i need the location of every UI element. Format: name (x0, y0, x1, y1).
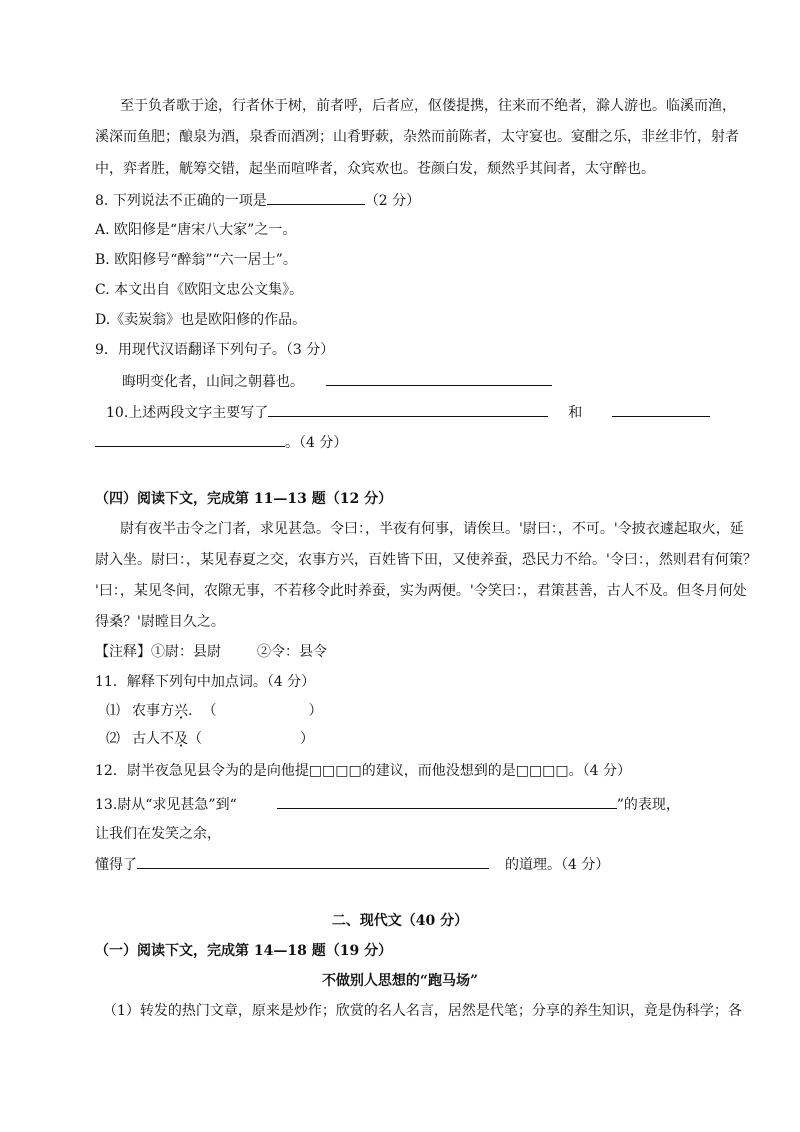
annotation-label: 【注释】 (95, 644, 151, 660)
passage-line-3: 中，弈者胜，觥筹交错，起坐而喧哗者，众宾欢也。苍颜白发，颓然乎其间者，太守醉也。 (95, 161, 655, 177)
open-paren: （ (202, 703, 217, 719)
answer-blank[interactable] (137, 854, 489, 869)
question-13-suffix: 的道理。（4 分） (505, 857, 610, 873)
question-13-tail: ”的表现， (616, 797, 680, 813)
answer-blank[interactable] (267, 190, 365, 205)
answer-blank[interactable] (277, 794, 617, 809)
question-13-row-2: 让我们在发笑之余， (95, 826, 221, 842)
option-a: A. 欧阳修是“唐宋八大家”之一。 (95, 222, 297, 238)
answer-blank[interactable] (326, 371, 552, 386)
question-13-row-3 (95, 854, 609, 874)
question-10-score: 。（4 分） (285, 435, 348, 451)
question-11-item-1 (106, 702, 322, 720)
item-text: 农事方 (132, 703, 174, 719)
passage-line-2: 溪深而鱼肥；酿泉为酒，泉香而酒冽；山肴野蔌，杂然而前陈者，太守宴也。宴酣之乐，非丝非竹，射者 (95, 129, 739, 145)
question-9-stem: 9．用现代汉语翻译下列句子。（3 分） (95, 342, 335, 358)
question-10-stem: 10.上述两段文字主要写了 (106, 405, 269, 421)
item-text: 古人不 (132, 731, 174, 747)
question-9-sentence: 晦明变化者，山间之朝暮也。 (122, 374, 304, 390)
question-12: 12．尉半夜急见县令为的是向他提□□□□的建议，而他没想到的是□□□□。（4 分） (95, 763, 631, 779)
section-4-para-line-2: 尉入坐。尉曰：，某见春夏之交，农事方兴，百姓皆下田，又使养蚕，恐民力不给。'令曰：，然则君有何策？ (95, 552, 757, 568)
section-4-para-line-3: '曰：，某见冬间，农隙无事，不若移令此时养蚕，实为两便。'令笑曰：，君策甚善，古人不及。但冬月何处 (95, 583, 747, 599)
close-paren: ） (300, 731, 314, 747)
option-d: D.《卖炭翁》也是欧阳修的作品。 (95, 312, 307, 328)
question-8-stem: 8. 下列说法不正确的一项是 (95, 193, 267, 209)
item-number: ⑴ (106, 703, 120, 719)
question-9-sentence-row (122, 371, 552, 391)
option-b: B. 欧阳修号“醉翁”“六一居士”。 (95, 252, 297, 268)
question-10-row-2 (95, 432, 347, 452)
answer-blank[interactable] (268, 402, 548, 417)
dotted-word: 及 (174, 731, 188, 747)
question-11-stem: 11．解释下列句中加点词。（4 分） (95, 674, 316, 690)
option-c: C. 本文出自《欧阳文忠公文集》。 (95, 282, 304, 298)
passage-line-1: 至于负者歌于途，行者休于树，前者呼，后者应，伛偻提携，往来而不绝者，滁人游也。临溪而渔， (120, 98, 736, 114)
annotation-1: ①尉：县尉 (151, 644, 221, 660)
question-8-score: （2 分） (364, 193, 421, 209)
question-11-item-2 (106, 730, 314, 748)
item-text: . (188, 703, 193, 719)
question-10-and: 和 (568, 405, 583, 421)
section-modern-heading: 二、现代文（40 分） (331, 913, 469, 929)
article-para-1: （1）转发的热门文章，原来是炒作；欣赏的名人名言，居然是代笔；分享的养生知识，竟是伪科学；各 (103, 1003, 742, 1019)
answer-blank[interactable] (95, 432, 285, 447)
section-4-para-line-4: 得桑？'尉瞠目久之。 (95, 614, 225, 630)
article-title: 不做别人思想的“跑马场” (321, 973, 479, 989)
question-13-stem: 13.尉从“求见甚急”到“ (95, 797, 237, 813)
dotted-word: 兴 (174, 703, 188, 719)
question-13-row-1 (95, 794, 680, 814)
item-number: ⑵ (106, 731, 120, 747)
section-modern-subheading: （一）阅读下文，完成第 14—18 题（19 分） (95, 943, 393, 959)
annotation-2: ②令：县令 (257, 644, 327, 660)
question-8 (95, 190, 420, 210)
question-10-row (106, 402, 710, 422)
close-paren: ） (308, 703, 323, 719)
answer-blank[interactable] (612, 402, 710, 417)
open-paren: （ (188, 731, 202, 747)
section-4-para-line-1: 尉有夜半击令之门者，求见甚急。令曰：，半夜有何事，请俟旦。'尉曰：，不可。'令披衣遽起取火，延 (120, 521, 744, 537)
question-13-prefix: 懂得了 (95, 857, 137, 873)
section-4-heading: （四）阅读下文，完成第 11—13 题（12 分） (95, 491, 393, 507)
annotation-row (95, 643, 327, 661)
